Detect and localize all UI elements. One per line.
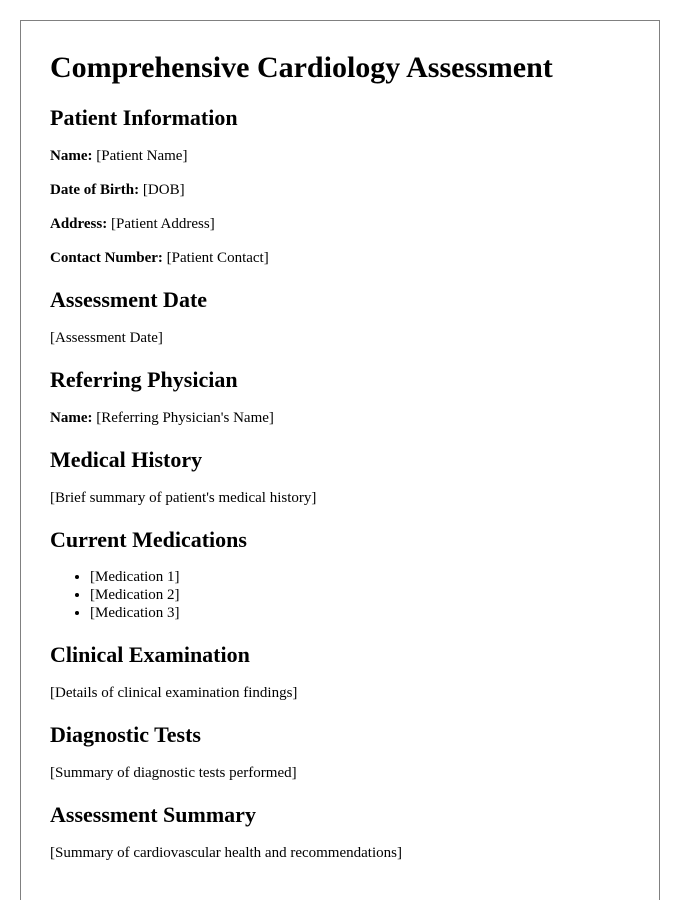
patient-contact-row xyxy=(50,249,630,267)
patient-contact-label: Contact Number: xyxy=(50,250,163,266)
document-page xyxy=(20,20,660,900)
diagnostic-tests-text: [Summary of diagnostic tests performed] xyxy=(50,765,297,781)
section-heading-clinical-examination: Clinical Examination xyxy=(50,642,250,667)
medical-history-text: [Brief summary of patient's medical history] xyxy=(50,490,317,506)
patient-dob-row xyxy=(50,181,630,199)
referring-physician-value: [Referring Physician's Name] xyxy=(96,410,274,426)
referring-physician-label: Name: xyxy=(50,410,93,426)
patient-contact-value: [Patient Contact] xyxy=(166,250,269,266)
section-heading-diagnostic-tests: Diagnostic Tests xyxy=(50,722,201,747)
section-heading-patient-information: Patient Information xyxy=(50,105,238,130)
list-item: • [Medication 2] xyxy=(90,586,630,604)
patient-dob-label: Date of Birth: xyxy=(50,182,140,198)
list-item: • [Medication 1] xyxy=(90,568,630,586)
section-heading-referring-physician: Referring Physician xyxy=(50,367,238,392)
assessment-summary-text: [Summary of cardiovascular health and recommendations] xyxy=(50,845,402,861)
patient-dob-value: [DOB] xyxy=(142,182,185,198)
patient-name-value: [Patient Name] xyxy=(96,148,188,164)
section-heading-assessment-summary: Assessment Summary xyxy=(50,802,256,827)
section-heading-current-medications: Current Medications xyxy=(50,527,247,552)
list-item: • [Medication 3] xyxy=(90,604,630,622)
patient-name-row xyxy=(50,147,630,165)
patient-address-value: [Patient Address] xyxy=(110,216,215,232)
assessment-date-text: [Assessment Date] xyxy=(50,330,163,346)
section-heading-assessment-date: Assessment Date xyxy=(50,287,208,312)
patient-address-label: Address: xyxy=(50,216,108,232)
clinical-examination-text: [Details of clinical examination findings] xyxy=(50,685,298,701)
medications-list xyxy=(50,568,630,622)
patient-address-row xyxy=(50,215,630,233)
referring-physician-row xyxy=(50,409,630,427)
patient-name-label: Name: xyxy=(50,148,93,164)
document-title: Comprehensive Cardiology Assessment xyxy=(50,51,553,84)
section-heading-medical-history: Medical History xyxy=(50,447,203,472)
